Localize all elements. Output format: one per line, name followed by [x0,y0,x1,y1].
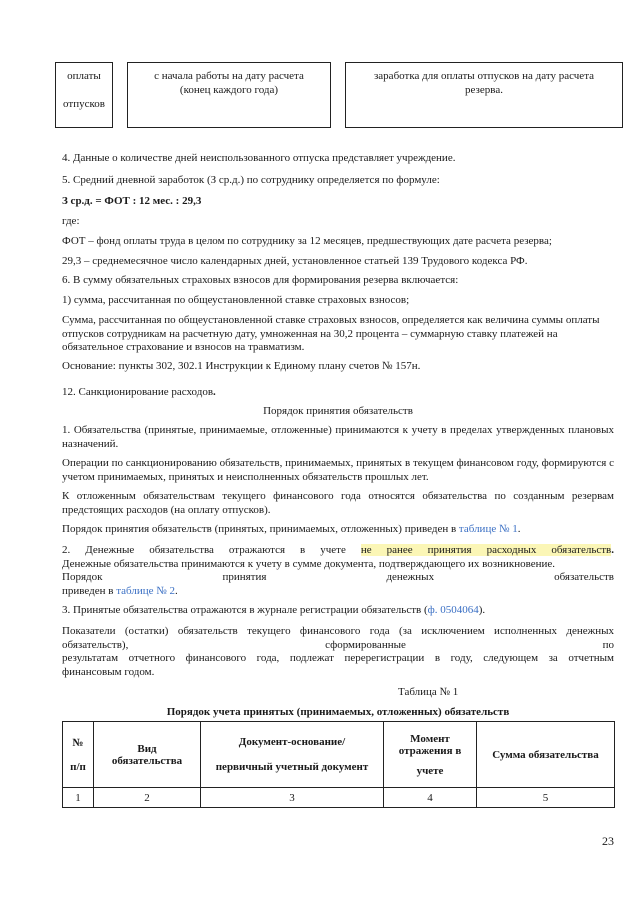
header-moment-line3: учете [416,764,444,777]
monetary-line-2: Денежные обязательства принимаются к учету в сумме документа, подтверждающего их возникновение. [62,557,556,570]
indicators-word-3: по [602,638,614,651]
monetary-obligations-paragraph [62,544,614,598]
basis-paragraph: Основание: пункты 302, 302.1 Инструкции к Единому плану счетов № 157н. [62,360,421,372]
formula: З ср.д. = ФОТ : 12 мес. : 29,3 [62,195,202,207]
section-12-heading [62,386,614,400]
days-definition: 29,3 – среднемесячное число календарных дней, установленное статьей 139 Трудового кодекса РФ. [62,255,528,267]
prev-cell-2-line1: с начала работы на дату расчета [154,70,304,82]
header-document [201,722,384,788]
journal-end: ). [478,604,486,616]
table-cell: 1 [63,788,94,808]
table-title: Порядок учета принятых (принимаемых, отложенных) обязательств [166,706,510,718]
header-sum: Сумма обязательства [477,722,615,788]
journal-text: 3. Принятые обязательства отражаются в журнале регистрации обязательств ( [62,604,428,616]
prev-table-cell-1 [55,62,113,128]
where-label: где: [62,215,80,227]
indicators-line-4: финансовым годом. [62,665,155,678]
prev-table-cell-3 [345,62,623,128]
monetary-line-4 [62,585,614,599]
header-type-line2: обязательства [111,754,183,767]
obligations-paragraph-1: 1. Обязательства (принятые, принимаемые, отложенные) принимаются к учету в пределах утвержденных плановых назначений. [62,424,614,450]
monetary-line-1-dot: . [611,544,614,556]
fot-definition: ФОТ – фонд оплаты труда в целом по сотруднику за 12 месяцев, предшествующих дате расчета резерва; [62,235,552,247]
header-moment-line2: отражения в [398,744,462,757]
insurance-sum-paragraph: Сумма, рассчитанная по общеустановленной ставке страховых взносов, определяется как величина суммы оплаты отпусков сотрудникам на расчетную дату, умноженная на 30,2 процента – суммарную ставку платежей на обязательное страхование и взносов на травматизм. [62,314,600,353]
header-type-line1: Вид [137,742,157,755]
table-header-row [63,722,615,788]
section-12-text: 12. Санкционирование расходов [62,386,214,398]
indicators-word-2: сформированные [325,638,406,651]
table-cell: 4 [384,788,477,808]
prev-table-cell-2 [127,62,331,128]
paragraph-4: 4. Данные о количестве дней неиспользованного отпуска представляет учреждение. [62,152,456,164]
indicators-line-1: Показатели (остатки) обязательств текущего финансового года (за исключением исполненных денежных [62,625,614,637]
paragraph-6: 6. В сумму обязательных страховых взносов для формирования резерва включается: [62,274,459,286]
table-1-link[interactable]: таблице № 1 [458,523,518,535]
monetary-line-4-end: . [175,584,178,597]
header-number-line1: № [72,736,84,749]
monetary-line-3 [62,571,614,585]
operations-paragraph: Операции по санкционированию обязательств, принимаемых, принятых в текущем финансовом году, формируются с учетом принимаемых, принятых и неисполненных обязательств прошлых лет. [62,457,614,483]
header-moment [384,722,477,788]
section-12-dot: . [213,386,216,398]
header-number [63,722,94,788]
journal-paragraph [62,604,614,618]
monetary-line-1 [62,544,614,558]
header-document-line2: первичный учетный документ [215,761,369,773]
order-reference-paragraph [62,523,614,537]
monetary-line-4-text: приведен в [62,584,117,597]
table-cell: 3 [201,788,384,808]
table-cell: 2 [94,788,201,808]
prev-cell-2-line2: (конец каждого года) [179,84,279,96]
header-document-line1: Документ-основание/ [238,736,346,748]
order-reference-text: Порядок принятия обязательств (принятых, принимаемых, отложенных) приведен в [62,523,459,535]
form-0504064-link[interactable]: ф. 0504064 [427,604,479,616]
monetary-word-1: Порядок [62,571,103,583]
indicators-line-3: результатам отчетного финансового года, подлежат перерегистрации в году, следующем за отчетным [62,652,614,664]
monetary-word-3: денежных [386,571,435,583]
paragraph-5: 5. Средний дневной заработок (З ср.д.) по сотруднику определяется по формуле: [62,174,440,186]
obligations-table [62,721,615,808]
indicators-word-1: обязательств), [62,638,129,651]
monetary-line-1-text: 2. Денежные обязательства отражаются в учете [62,544,361,556]
paragraph-6-item-1: 1) сумма, рассчитанная по общеустановленной ставке страховых взносов; [62,294,410,306]
order-reference-end: . [517,523,521,535]
table-cell: 5 [477,788,615,808]
indicators-line-2 [62,639,614,653]
indicators-paragraph [62,625,614,679]
prev-cell-3-line2: резерва. [465,84,503,96]
table-caption: Таблица № 1 [398,686,459,698]
header-type [94,722,201,788]
table-2-link[interactable]: таблице № 2 [116,584,175,597]
prev-cell-1-line1: оплаты [67,70,101,82]
page-number: 23 [602,834,614,848]
monetary-word-4: обязательств [554,571,614,583]
table-row [63,788,615,808]
prev-cell-1-line2: отпусков [63,98,105,110]
deferred-paragraph: К отложенным обязательствам текущего финансового года относятся обязательства по созданным резервам предстоящих расходов (на оплату отпусков). [62,490,614,516]
prev-cell-3-line1: заработка для оплаты отпусков на дату расчета [373,70,595,82]
highlighted-text: не ранее принятия расходных обязательств [360,544,612,556]
order-title: Порядок принятия обязательств [263,405,413,417]
header-moment-line1: Момент [410,732,450,745]
monetary-word-2: принятия [222,571,267,583]
header-number-line2: п/п [70,760,86,773]
